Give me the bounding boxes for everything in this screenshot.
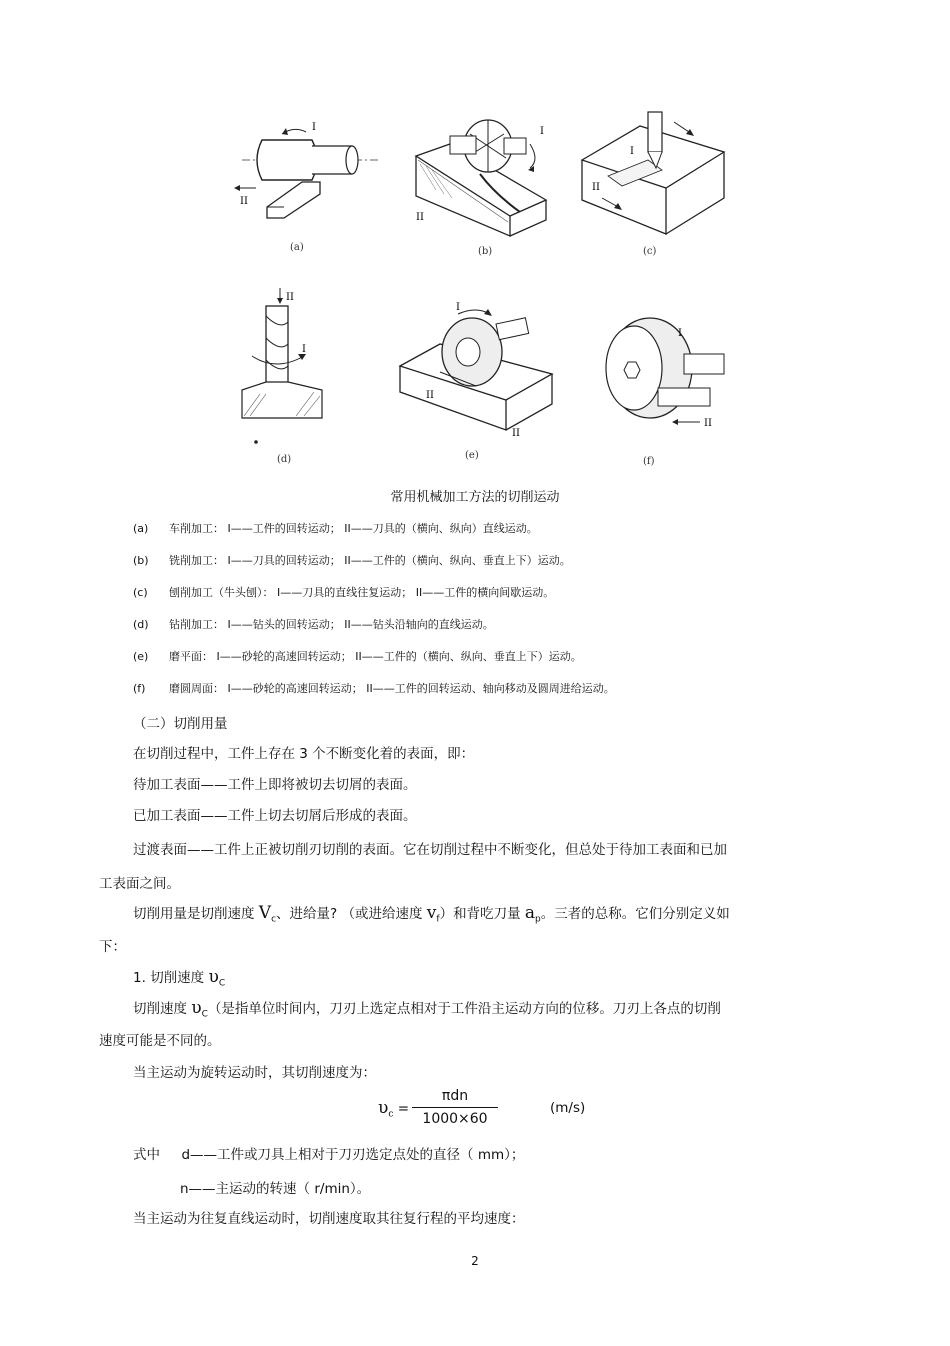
legend-item-c: (c) 刨削加工（牛头刨）： I——刀具的直线往复运动； II——工件的横向间歇运动。 [133, 586, 555, 599]
rotary-motion-intro: 当主运动为旋转运动时，其切削速度为： [133, 1065, 376, 1081]
cutting-parameters-definition-end: 下： [99, 939, 126, 955]
figure-b-drawing [410, 104, 560, 239]
page-number: 2 [471, 1254, 479, 1268]
figure-c-planing [578, 108, 728, 238]
figure-e-surface-grinding [396, 300, 556, 442]
legend-item-a: (a) 车削加工： I——工件的回转运动； II——刀具的（横向、纵向）直线运动。 [133, 522, 538, 535]
figure-a-label: (a) [290, 242, 304, 253]
legend-item-f: (f) 磨圆周面： I——砂轮的高速回转运动； II——工件的回转运动、轴向移动及圆周进给运动。 [133, 682, 615, 695]
figure-c-label: (c) [643, 246, 657, 257]
figure-e-label: (e) [465, 450, 479, 461]
surface-transition-line1: 过渡表面——工件上正被切削刃切削的表面。它在切削过程中不断变化，但总处于待加工表面和已加 [133, 842, 727, 858]
svg-text:I: I [630, 146, 634, 157]
figure-f-drawing [600, 290, 730, 440]
svg-text:II: II [426, 390, 434, 401]
surface-to-be-machined: 待加工表面——工件上即将被切去切屑的表面。 [133, 777, 417, 793]
formula-lhs: $\upsilon_c$ = [378, 1098, 409, 1120]
figure-b-milling [410, 104, 560, 239]
figure-e-drawing [396, 300, 556, 442]
item1-heading: 1. 切削速度 $\upsilon_C$ [133, 967, 226, 989]
item1-body-line1: 切削速度 $\upsilon_C$（是指单位时间内，刀刃上选定点相对于工件沿主运动方向的位移。刀刃上各点的切削 [133, 998, 721, 1020]
formula-denominator: 1000×60 [422, 1111, 488, 1127]
formula-numerator: πdn [412, 1088, 498, 1108]
figure-d-label: (d) [277, 454, 292, 465]
item1-body-line2: 速度可能是不同的。 [99, 1033, 221, 1049]
legend-item-e: (e) 磨平面： I——砂轮的高速回转运动； II——工件的（横向、纵向、垂直上下）运动。 [133, 650, 582, 663]
svg-text:II: II [240, 196, 248, 207]
figure-d-drilling [236, 286, 336, 446]
figure-f-cylindrical-grinding [600, 290, 730, 440]
formula-fraction [412, 1088, 498, 1127]
svg-text:I: I [312, 122, 316, 133]
figure-c-drawing [578, 108, 728, 238]
figure-b-label: (b) [478, 246, 493, 257]
surface-machined: 已加工表面——工件上切去切屑后形成的表面。 [133, 808, 417, 824]
legend-item-d: (d) 钻削加工： I——钻头的回转运动； II——钻头沿轴向的直线运动。 [133, 618, 494, 631]
section-title: （二）切削用量 [133, 716, 228, 732]
cutting-parameters-definition: 切削用量是切削速度 $V_c$、进给量? （或进给速度 $v_f$）和背吃刀量 $a_p$。三者的总称。它们分别定义如 [133, 903, 730, 925]
svg-text:II: II [512, 428, 520, 439]
svg-text:II: II [286, 292, 294, 303]
svg-text:I: I [678, 328, 682, 339]
svg-text:I: I [540, 126, 544, 137]
formula-unit: (m/s) [550, 1100, 586, 1116]
figure-a-drawing [232, 112, 382, 232]
where-d-line: 式中 d——工件或刀具上相对于刀刃选定点处的直径（ mm）； [133, 1147, 525, 1163]
where-n-line: n——主运动的转速（ r/min）。 [180, 1181, 371, 1197]
svg-text:I: I [302, 344, 306, 355]
svg-text:I: I [456, 302, 460, 313]
surface-transition-line2: 工表面之间。 [99, 876, 180, 892]
figure-caption: 常用机械加工方法的切削运动 [390, 490, 560, 505]
paragraph-surfaces-intro: 在切削过程中，工件上存在 3 个不断变化着的表面，即： [133, 746, 475, 762]
figure-a-turning [232, 112, 382, 232]
figure-d-drawing [236, 286, 336, 446]
svg-text:II: II [592, 182, 600, 193]
legend-item-b: (b) 铣削加工： I——刀具的回转运动； II——工件的（横向、纵向、垂直上下）运动。 [133, 554, 571, 567]
svg-text:II: II [416, 212, 424, 223]
svg-text:II: II [704, 418, 712, 429]
reciprocating-motion-intro: 当主运动为往复直线运动时，切削速度取其往复行程的平均速度： [133, 1211, 525, 1227]
figure-f-label: (f) [643, 456, 655, 467]
